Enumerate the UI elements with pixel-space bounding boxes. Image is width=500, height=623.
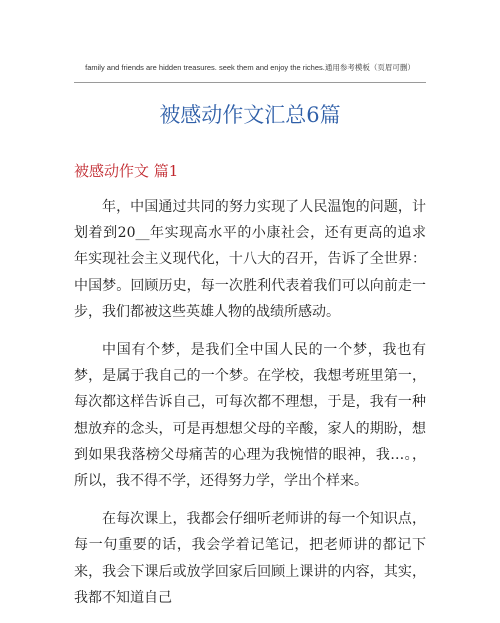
document-title: 被感动作文汇总6篇 bbox=[159, 103, 341, 127]
page-header: family and friends are hidden treasures. seek them and enjoy the riches.通用参考模板（页眉可删） bbox=[85, 63, 415, 72]
paragraph-2: 中国有个梦，是我们全中国人民的一个梦，我也有梦，是属于我自己的一个梦。在学校，我想考班里第一，每次都这样告诉自己，可每次都不理想，于是，我有一种想放弃的念头，可是再想想父母的辛酸，家人的期盼，想到如果我落榜父母痛苦的心理为我惋惜的眼神，我…。，所以，我不得不学，还得努力学，学出个样来。 bbox=[74, 342, 426, 490]
section-title: 被感动作文 篇1 bbox=[74, 162, 179, 180]
header-divider bbox=[74, 82, 426, 83]
paragraph-3: 在每次课上，我都会仔细听老师讲的每一个知识点，每一句重要的话，我会学着记笔记，把老师讲的都记下来，我会下课后或放学回家后回顾上课讲的内容，其实，我都不知道自己 bbox=[74, 511, 426, 606]
paragraph-1: 年，中国通过共同的努力实现了人民温饱的问题，计划着到20__年实现高水平的小康社会，还有更高的追求年实现社会主义现代化，十八大的召开，告诉了全世界：中国梦。回顾历史，每一次胜利代表着我们可以向前走一步，我们都被这些英雄人物的战绩所感动。 bbox=[74, 199, 426, 320]
body-text bbox=[74, 194, 426, 623]
